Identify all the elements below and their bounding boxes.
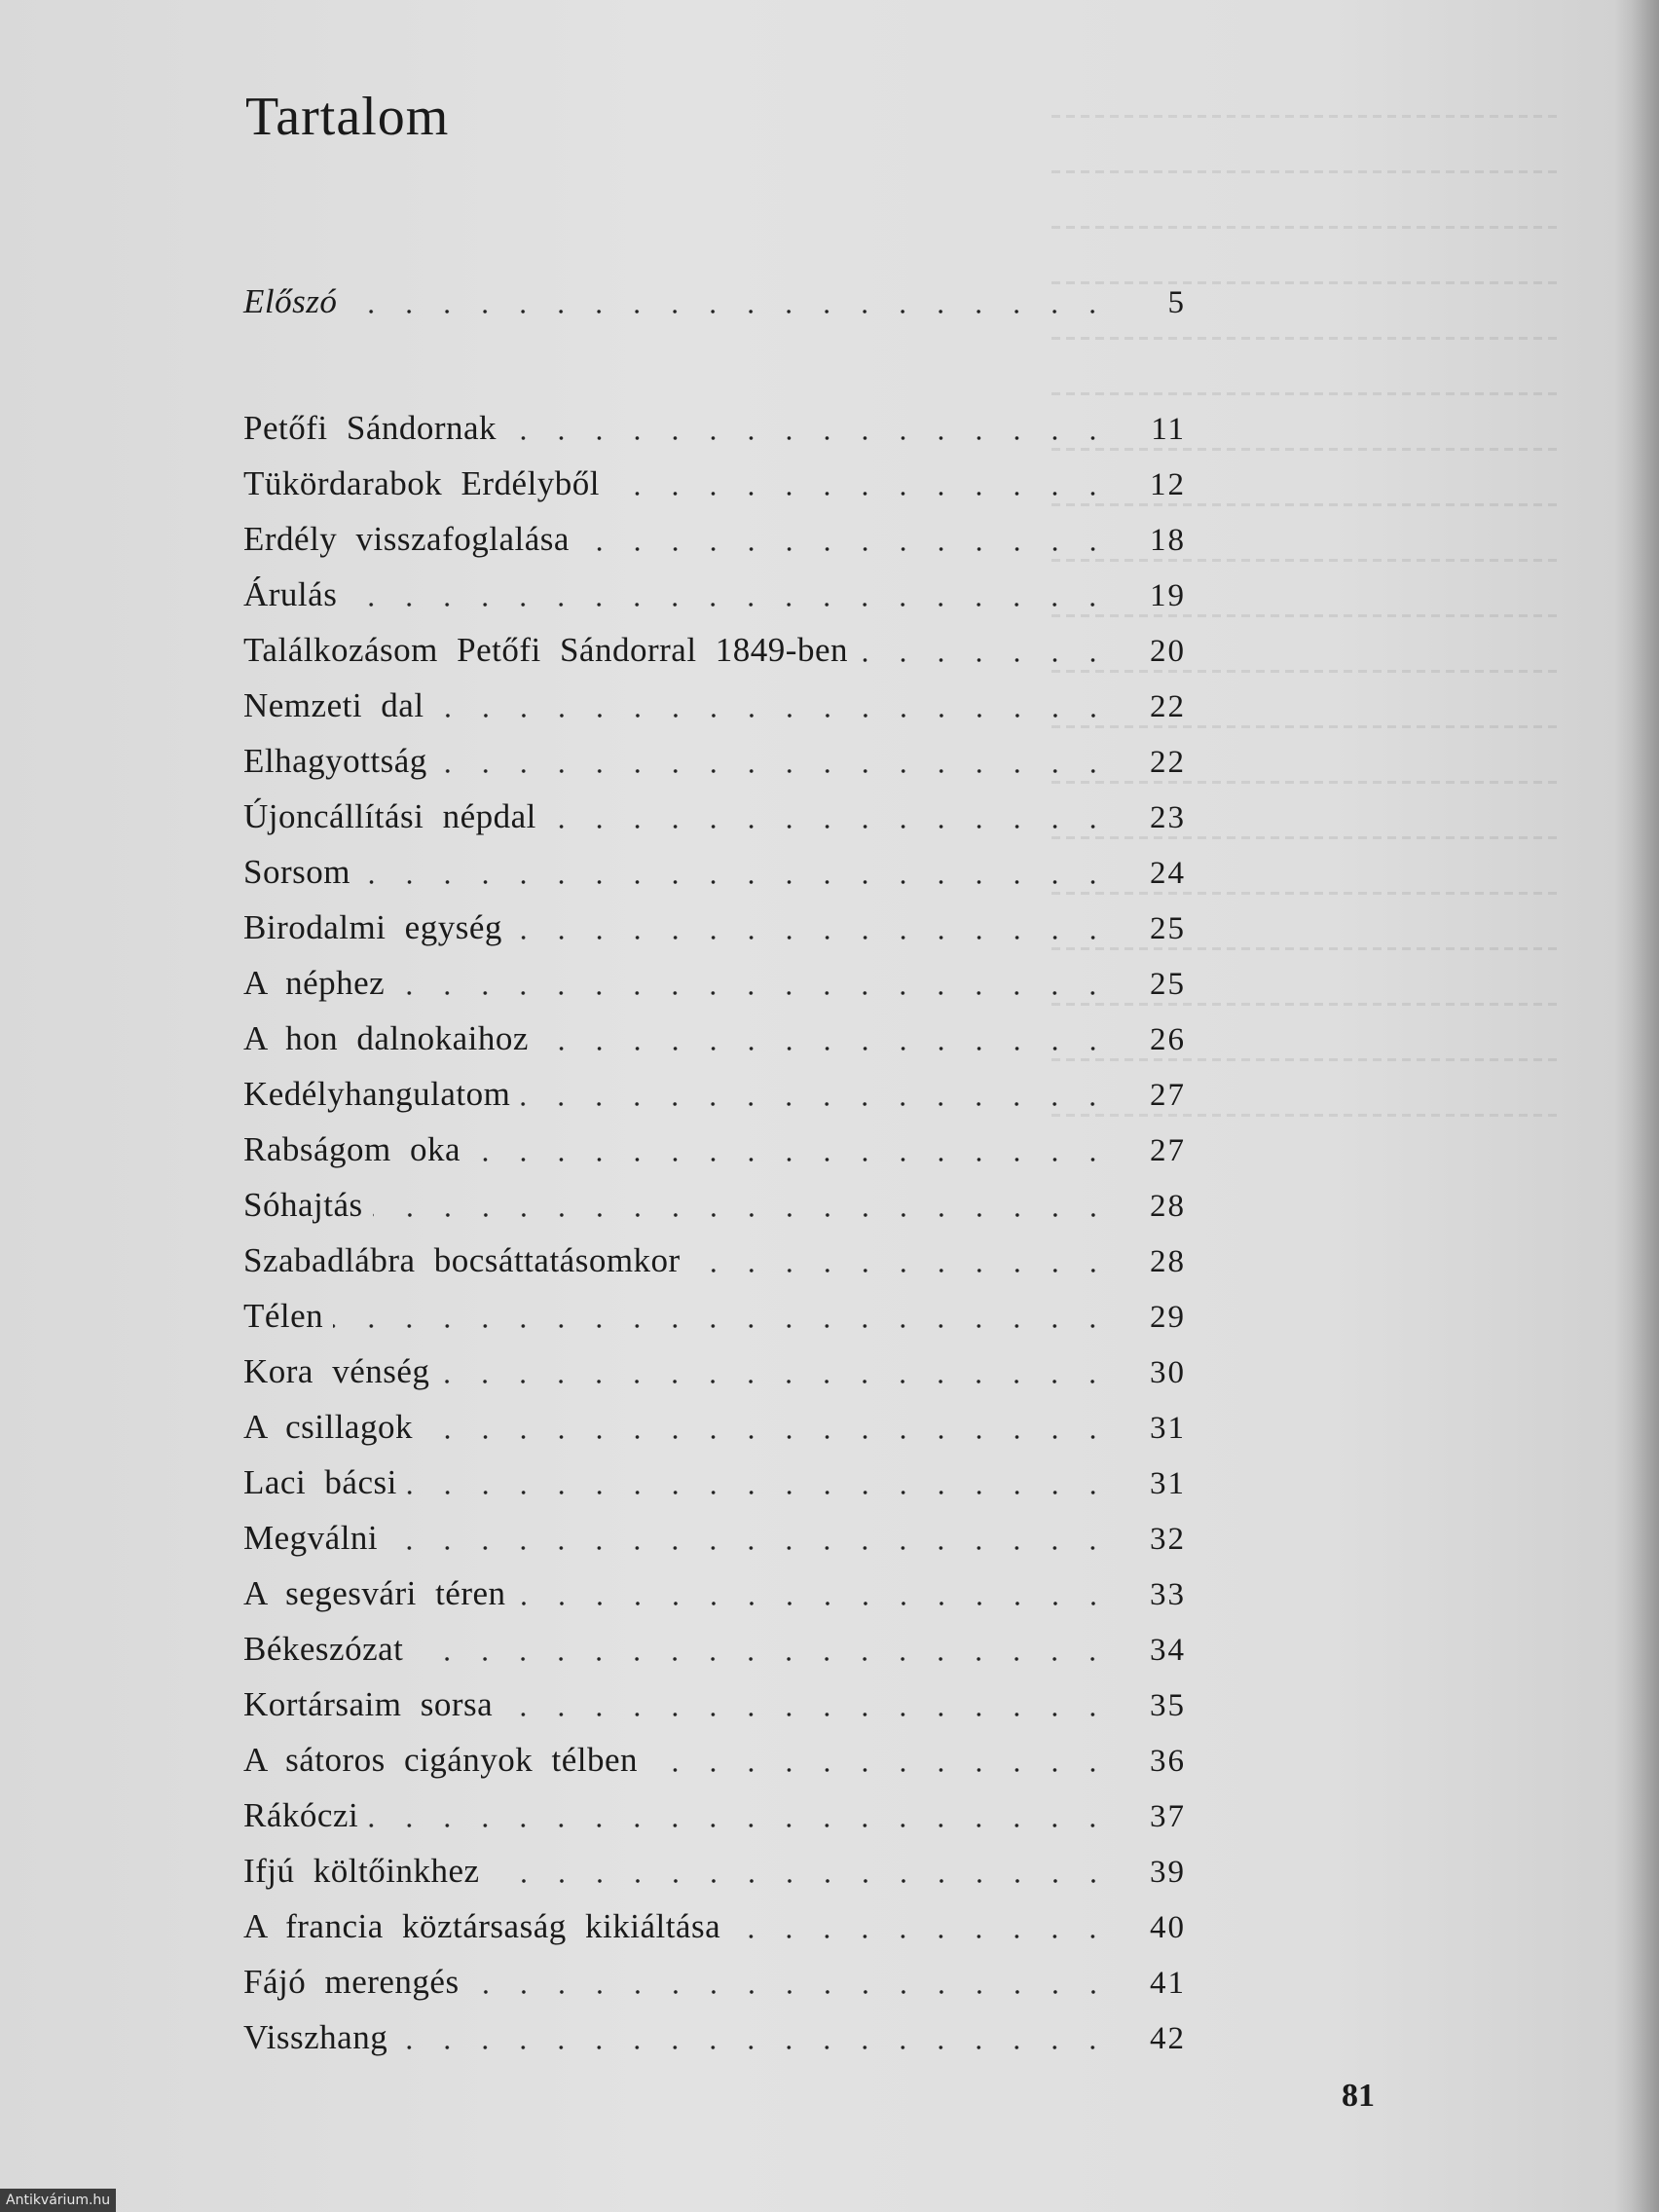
toc-entry-page: 5 <box>1167 285 1186 320</box>
toc-entry-page: 26 <box>1150 1022 1186 1057</box>
toc-entry-page: 41 <box>1150 1966 1186 2001</box>
dot-leader <box>397 2038 1112 2057</box>
toc-entry <box>243 1352 1186 1401</box>
toc-entry <box>243 631 1186 680</box>
dot-leader <box>434 706 1112 725</box>
toc-entry-title: Tükördarabok Erdélyből <box>243 464 601 502</box>
toc-entry-title: Sóhajtás <box>243 1186 363 1224</box>
toc-entry-page: 27 <box>1150 1078 1186 1113</box>
dot-leader <box>368 1816 1112 1835</box>
toc-entry-title: Fájó merengés <box>243 1963 460 2001</box>
toc-entry-page: 23 <box>1150 800 1186 835</box>
toc-entry-page: 20 <box>1150 634 1186 669</box>
toc-entry-title: Újoncállítási népdal <box>243 797 536 835</box>
page-title: Tartalom <box>245 87 450 147</box>
toc-entry-title: Kortársaim sorsa <box>243 1685 494 1723</box>
toc-entry-title: A francia köztársaság kikiáltása <box>243 1907 721 1945</box>
toc-entry-page: 37 <box>1150 1799 1186 1834</box>
dot-leader <box>423 1427 1112 1447</box>
dot-leader <box>730 1927 1112 1946</box>
toc-entry <box>243 1297 1186 1346</box>
toc-entry-title: Ifjú költőinkhez <box>243 1852 480 1890</box>
dot-leader <box>347 595 1112 614</box>
toc-entry-page: 24 <box>1150 856 1186 891</box>
toc-entry-title: Erdély visszafoglalása <box>243 520 570 558</box>
toc-entry-page: 40 <box>1150 1910 1186 1945</box>
toc-entry <box>243 1630 1186 1678</box>
toc-entry <box>243 464 1186 513</box>
toc-entry-title: Előszó <box>243 282 338 320</box>
toc-entry <box>243 520 1186 569</box>
toc-entry <box>243 1186 1186 1235</box>
toc-entry <box>243 282 1186 331</box>
toc-entry-title: Találkozásom Petőfi Sándorral 1849-ben <box>243 631 848 669</box>
toc-entry-title: Nemzeti dal <box>243 686 424 724</box>
toc-entry-page: 32 <box>1150 1522 1186 1557</box>
toc-entry <box>243 1075 1186 1124</box>
toc-entry <box>243 797 1186 846</box>
toc-entry-title: Megválni <box>243 1519 379 1557</box>
dot-leader <box>413 1649 1112 1669</box>
dot-leader <box>437 761 1112 781</box>
dot-leader <box>490 1871 1112 1891</box>
dot-leader <box>506 428 1112 448</box>
toc-entry <box>243 853 1186 902</box>
toc-entry-page: 30 <box>1150 1355 1186 1390</box>
dot-leader <box>469 1982 1112 2002</box>
page-number: 81 <box>1342 2078 1375 2114</box>
dot-leader <box>690 1261 1112 1280</box>
toc-entry-page: 28 <box>1150 1244 1186 1279</box>
toc-entry-title: Kedélyhangulatom <box>243 1075 511 1113</box>
toc-entry-page: 35 <box>1150 1688 1186 1723</box>
toc-entry <box>243 1130 1186 1179</box>
toc-entry-title: A sátoros cigányok télben <box>243 1741 639 1779</box>
dot-leader <box>470 1150 1112 1169</box>
dot-leader <box>502 1705 1112 1724</box>
toc-entry <box>243 1963 1186 2011</box>
dot-leader <box>858 650 1112 670</box>
toc-entry-title: A néphez <box>243 964 386 1002</box>
toc-entry <box>243 742 1186 791</box>
toc-entry <box>243 1519 1186 1567</box>
toc-entry <box>243 1796 1186 1845</box>
toc-entry-page: 28 <box>1150 1189 1186 1224</box>
toc-entry-title: Rákóczi <box>243 1796 359 1834</box>
toc-entry <box>243 409 1186 458</box>
toc-entry <box>243 1741 1186 1789</box>
dot-leader <box>538 1039 1112 1058</box>
dot-leader <box>579 539 1112 559</box>
toc-entry-page: 39 <box>1150 1855 1186 1890</box>
toc-entry-title: Szabadlábra bocsáttatásomkor <box>243 1241 681 1279</box>
toc-entry <box>243 1907 1186 1956</box>
toc-entry <box>243 1241 1186 1290</box>
toc-entry-title: Kora vénség <box>243 1352 430 1390</box>
toc-entry <box>243 908 1186 957</box>
dot-leader <box>333 1316 1112 1336</box>
dot-leader <box>373 1205 1112 1225</box>
toc-entry-page: 11 <box>1151 412 1186 447</box>
dot-leader <box>512 928 1112 947</box>
toc-entry-page: 25 <box>1150 911 1186 946</box>
toc-entry-page: 18 <box>1150 523 1186 558</box>
toc-entry-page: 36 <box>1150 1744 1186 1779</box>
watermark: Antikvárium.hu <box>0 2189 116 2212</box>
toc-entry-title: A hon dalnokaihoz <box>243 1019 529 1057</box>
toc-entry <box>243 1463 1186 1512</box>
toc-entry-title: Petőfi Sándornak <box>243 409 498 447</box>
toc-entry-page: 31 <box>1150 1466 1186 1501</box>
toc-entry-page: 22 <box>1150 689 1186 724</box>
dot-leader <box>387 1538 1112 1558</box>
toc-entry <box>243 575 1186 624</box>
toc-entry-page: 19 <box>1150 578 1186 613</box>
dot-leader <box>546 817 1112 836</box>
toc-entry <box>243 2018 1186 2067</box>
dot-leader <box>647 1760 1112 1780</box>
toc-entry-title: Sorsom <box>243 853 350 891</box>
toc-entry-page: 33 <box>1150 1577 1186 1612</box>
dot-leader <box>609 484 1112 503</box>
dot-leader <box>439 1372 1112 1391</box>
toc-entry-title: Télen <box>243 1297 324 1335</box>
toc-entry-title: Laci bácsi <box>243 1463 397 1501</box>
toc-entry-page: 31 <box>1150 1411 1186 1446</box>
toc-entry <box>243 686 1186 735</box>
toc-entry-title: Elhagyottság <box>243 742 427 780</box>
toc-entry <box>243 1408 1186 1456</box>
toc-entry-page: 42 <box>1150 2021 1186 2056</box>
toc-entry-page: 22 <box>1150 745 1186 780</box>
toc-entry-title: Békeszózat <box>243 1630 404 1668</box>
toc-entry <box>243 964 1186 1013</box>
dot-leader <box>360 872 1112 892</box>
toc-entry-title: A csillagok <box>243 1408 413 1446</box>
dot-leader <box>520 1094 1112 1114</box>
dot-leader <box>347 302 1112 321</box>
toc-entry-page: 29 <box>1150 1300 1186 1335</box>
toc-entry-page: 27 <box>1150 1133 1186 1168</box>
toc-entry-page: 34 <box>1150 1633 1186 1668</box>
toc-entry-page: 25 <box>1150 967 1186 1002</box>
spine-shadow <box>1614 0 1659 2212</box>
toc-entry <box>243 1574 1186 1623</box>
toc-entry-page: 12 <box>1150 467 1186 502</box>
toc-entry-title: Rabságom oka <box>243 1130 461 1168</box>
toc-entry <box>243 1852 1186 1900</box>
toc-entry-title: Visszhang <box>243 2018 388 2056</box>
dot-leader <box>407 1483 1112 1502</box>
toc-entry-title: Birodalmi egység <box>243 908 502 946</box>
toc-entry-title: Árulás <box>243 575 338 613</box>
toc-entry <box>243 1019 1186 1068</box>
dot-leader <box>516 1594 1112 1613</box>
toc-entry-title: A segesvári téren <box>243 1574 506 1612</box>
dot-leader <box>394 983 1112 1003</box>
toc-entry <box>243 1685 1186 1734</box>
